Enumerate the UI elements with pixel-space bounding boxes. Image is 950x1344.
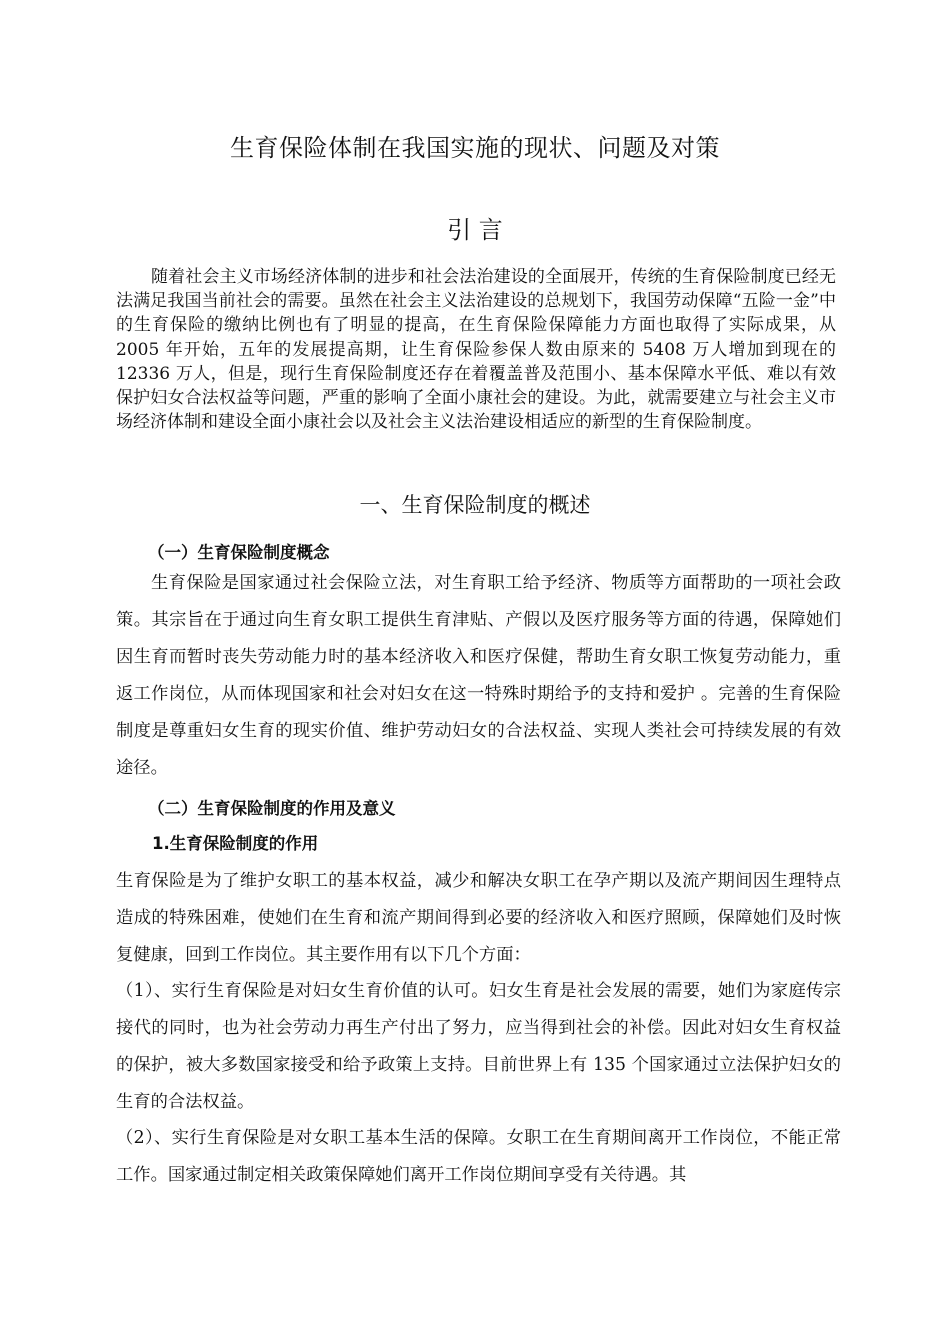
subheading-concept: （一）生育保险制度概念 bbox=[148, 543, 330, 562]
point-1-paragraph: （1）、实行生育保险是对妇女生育价值的认可。妇女生育是社会发展的需要，她们为家庭传宗接代的同时，也为社会劳动力再生产付出了努力，应当得到社会的补偿。因此对妇女生育权益的保护，被大多数国家接受和给予政策上支持。目前世界上有 135 个国家通过立法保护妇女的生育的合法权益。 bbox=[116, 981, 841, 1112]
point-2-paragraph: （2）、实行生育保险是对女职工基本生活的保障。女职工在生育期间离开工作岗位，不能正常工作。国家通过制定相关政策保障她们离开工作岗位期间享受有关待遇。其 bbox=[116, 1128, 841, 1185]
concept-paragraph: 生育保险是国家通过社会保险立法，对生育职工给予经济、物质等方面帮助的一项社会政策。其宗旨在于通过向生育女职工提供生育津贴、产假以及医疗服务等方面的待遇，保障她们因生育而暂时丧失劳动能力时的基本经济收入和医疗保健，帮助生育女职工恢复劳动能力，重返工作岗位，从而体现国家和社会对妇女在这一特殊时期给予的支持和爱护 。完善的生育保险制度是尊重妇女生育的现实价值、维护劳动妇女的合法权益、实现人类社会可持续发展的有效途径。 bbox=[116, 573, 841, 778]
intro-heading: 引 言 bbox=[447, 216, 503, 244]
document-title: 生育保险体制在我国实施的现状、问题及对策 bbox=[230, 134, 720, 162]
subheading-function: 1.生育保险制度的作用 bbox=[152, 834, 319, 853]
section-heading-overview: 一、生育保险制度的概述 bbox=[359, 493, 591, 517]
intro-paragraph: 随着社会主义市场经济体制的进步和社会法治建设的全面展开，传统的生育保险制度已经无法满足我国当前社会的需要。虽然在社会主义法治建设的总规划下，我国劳动保障“五险一金”中的生育保险的缴纳比例也有了明显的提高，在生育保险保障能力方面也取得了实际成果，从 2005 年开始，五年的发展提高期，让生育保险参保人数由原来的 5408 万人增加到现在的12336 万人，但是，现行生育保险制度还存在着覆盖普及范围小、基本保障水平低、难以有效保护妇女合法权益等问题，严重的影响了全面小康社会的建设。为此，就需要建立与社会主义市场经济体制和建设全面小康社会以及社会主义法治建设相适应的新型的生育保险制度。 bbox=[116, 267, 836, 433]
subheading-role-significance: （二）生育保险制度的作用及意义 bbox=[148, 799, 396, 818]
function-paragraph: 生育保险是为了维护女职工的基本权益，减少和解决女职工在孕产期以及流产期间因生理特点造成的特殊困难，使她们在生育和流产期间得到必要的经济收入和医疗照顾，保障她们及时恢复健康，回到工作岗位。其主要作用有以下几个方面： bbox=[116, 871, 841, 965]
